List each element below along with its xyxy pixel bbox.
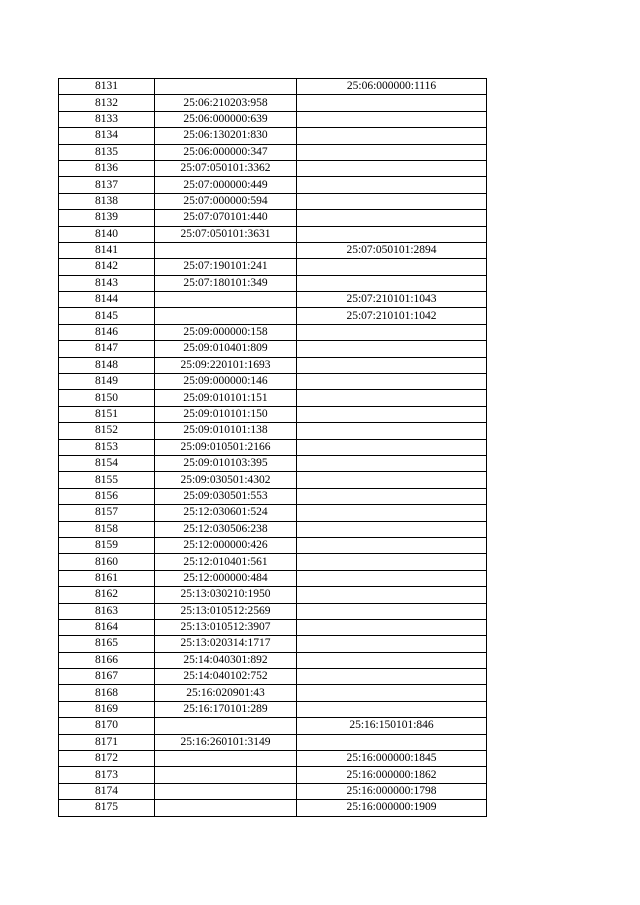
row-number-cell: 8161 <box>59 570 155 586</box>
table-row <box>59 800 487 816</box>
row-number-cell: 8138 <box>59 193 155 209</box>
row-number-cell: 8173 <box>59 767 155 783</box>
row-number-cell: 8133 <box>59 111 155 127</box>
table-row <box>59 751 487 767</box>
cadastral-number-cell: 25:13:010512:2569 <box>155 603 297 619</box>
cadastral-number-alt-cell: 25:07:210101:1043 <box>297 292 487 308</box>
table-row <box>59 455 487 471</box>
row-number-cell: 8136 <box>59 160 155 176</box>
table-row <box>59 111 487 127</box>
table-row <box>59 79 487 95</box>
row-number-cell: 8168 <box>59 685 155 701</box>
row-number-cell: 8163 <box>59 603 155 619</box>
row-number-cell: 8175 <box>59 800 155 816</box>
cadastral-number-alt-cell <box>297 144 487 160</box>
cadastral-number-alt-cell <box>297 111 487 127</box>
table-row <box>59 521 487 537</box>
cadastral-number-alt-cell <box>297 636 487 652</box>
table-row <box>59 275 487 291</box>
cadastral-number-cell: 25:09:010101:150 <box>155 406 297 422</box>
cadastral-number-cell: 25:06:000000:347 <box>155 144 297 160</box>
row-number-cell: 8150 <box>59 390 155 406</box>
row-number-cell: 8145 <box>59 308 155 324</box>
row-number-cell: 8160 <box>59 554 155 570</box>
table-row <box>59 570 487 586</box>
table-row <box>59 472 487 488</box>
table-row <box>59 193 487 209</box>
cadastral-number-alt-cell <box>297 488 487 504</box>
row-number-cell: 8153 <box>59 439 155 455</box>
table-row <box>59 308 487 324</box>
cadastral-number-alt-cell <box>297 537 487 553</box>
table-row <box>59 210 487 226</box>
cadastral-number-cell: 25:07:050101:3362 <box>155 160 297 176</box>
table-row <box>59 341 487 357</box>
row-number-cell: 8157 <box>59 505 155 521</box>
row-number-cell: 8164 <box>59 619 155 635</box>
cadastral-number-alt-cell <box>297 177 487 193</box>
table-row <box>59 242 487 258</box>
cadastral-number-alt-cell <box>297 210 487 226</box>
cadastral-number-alt-cell <box>297 619 487 635</box>
cadastral-number-cell: 25:09:010101:138 <box>155 423 297 439</box>
row-number-cell: 8169 <box>59 701 155 717</box>
row-number-cell: 8166 <box>59 652 155 668</box>
cadastral-number-cell: 25:06:210203:958 <box>155 95 297 111</box>
table-row <box>59 603 487 619</box>
table-row <box>59 652 487 668</box>
cadastral-number-alt-cell <box>297 95 487 111</box>
table-row <box>59 783 487 799</box>
cadastral-number-alt-cell <box>297 128 487 144</box>
row-number-cell: 8167 <box>59 669 155 685</box>
cadastral-number-alt-cell <box>297 521 487 537</box>
cadastral-number-cell: 25:07:190101:241 <box>155 259 297 275</box>
row-number-cell: 8148 <box>59 357 155 373</box>
row-number-cell: 8144 <box>59 292 155 308</box>
cadastral-number-alt-cell <box>297 275 487 291</box>
row-number-cell: 8152 <box>59 423 155 439</box>
cadastral-number-cell <box>155 767 297 783</box>
row-number-cell: 8140 <box>59 226 155 242</box>
table-row <box>59 95 487 111</box>
cadastral-number-cell <box>155 79 297 95</box>
cadastral-number-cell <box>155 800 297 816</box>
row-number-cell: 8156 <box>59 488 155 504</box>
cadastral-number-alt-cell: 25:16:000000:1798 <box>297 783 487 799</box>
cadastral-number-alt-cell <box>297 374 487 390</box>
table-row <box>59 144 487 160</box>
table-row <box>59 406 487 422</box>
row-number-cell: 8149 <box>59 374 155 390</box>
table-row <box>59 734 487 750</box>
cadastral-number-cell: 25:07:070101:440 <box>155 210 297 226</box>
cadastral-number-cell: 25:09:000000:158 <box>155 324 297 340</box>
cadastral-number-alt-cell <box>297 603 487 619</box>
row-number-cell: 8142 <box>59 259 155 275</box>
cadastral-number-alt-cell: 25:16:000000:1862 <box>297 767 487 783</box>
cadastral-number-alt-cell: 25:16:000000:1909 <box>297 800 487 816</box>
cadastral-number-cell: 25:09:220101:1693 <box>155 357 297 373</box>
table-row <box>59 177 487 193</box>
cadastral-number-cell: 25:07:000000:449 <box>155 177 297 193</box>
cadastral-number-cell: 25:12:030601:524 <box>155 505 297 521</box>
row-number-cell: 8146 <box>59 324 155 340</box>
cadastral-number-alt-cell: 25:06:000000:1116 <box>297 79 487 95</box>
cadastral-number-cell <box>155 783 297 799</box>
cadastral-number-cell: 25:07:000000:594 <box>155 193 297 209</box>
cadastral-number-cell: 25:14:040301:892 <box>155 652 297 668</box>
table-row <box>59 685 487 701</box>
table-row <box>59 636 487 652</box>
cadastral-number-alt-cell: 25:16:000000:1845 <box>297 751 487 767</box>
table-row <box>59 619 487 635</box>
table-row <box>59 226 487 242</box>
cadastral-number-cell: 25:14:040102:752 <box>155 669 297 685</box>
table-row <box>59 390 487 406</box>
row-number-cell: 8147 <box>59 341 155 357</box>
row-number-cell: 8155 <box>59 472 155 488</box>
table-row <box>59 160 487 176</box>
table-row <box>59 505 487 521</box>
cadastral-number-alt-cell <box>297 259 487 275</box>
row-number-cell: 8162 <box>59 587 155 603</box>
cadastral-number-cell: 25:16:170101:289 <box>155 701 297 717</box>
row-number-cell: 8159 <box>59 537 155 553</box>
cadastral-number-alt-cell <box>297 570 487 586</box>
cadastral-number-alt-cell <box>297 406 487 422</box>
cadastral-number-cell: 25:09:010401:809 <box>155 341 297 357</box>
cadastral-number-alt-cell: 25:16:150101:846 <box>297 718 487 734</box>
row-number-cell: 8158 <box>59 521 155 537</box>
cadastral-number-cell: 25:09:000000:146 <box>155 374 297 390</box>
cadastral-number-cell: 25:16:260101:3149 <box>155 734 297 750</box>
table-row <box>59 767 487 783</box>
cadastral-number-cell: 25:13:010512:3907 <box>155 619 297 635</box>
cadastral-number-alt-cell <box>297 439 487 455</box>
row-number-cell: 8134 <box>59 128 155 144</box>
cadastral-number-cell <box>155 751 297 767</box>
row-number-cell: 8143 <box>59 275 155 291</box>
cadastral-number-cell: 25:12:010401:561 <box>155 554 297 570</box>
table-row <box>59 488 487 504</box>
row-number-cell: 8151 <box>59 406 155 422</box>
table-row <box>59 554 487 570</box>
cadastral-number-alt-cell <box>297 226 487 242</box>
cadastral-number-alt-cell <box>297 685 487 701</box>
table-row <box>59 292 487 308</box>
cadastral-number-cell: 25:12:000000:484 <box>155 570 297 586</box>
row-number-cell: 8131 <box>59 79 155 95</box>
cadastral-number-alt-cell: 25:07:050101:2894 <box>297 242 487 258</box>
cadastral-number-cell: 25:07:050101:3631 <box>155 226 297 242</box>
row-number-cell: 8172 <box>59 751 155 767</box>
row-number-cell: 8174 <box>59 783 155 799</box>
row-number-cell: 8170 <box>59 718 155 734</box>
cadastral-number-alt-cell: 25:07:210101:1042 <box>297 308 487 324</box>
table-row <box>59 669 487 685</box>
cadastral-number-cell: 25:12:030506:238 <box>155 521 297 537</box>
row-number-cell: 8165 <box>59 636 155 652</box>
cadastral-number-cell <box>155 308 297 324</box>
table-row <box>59 423 487 439</box>
cadastral-number-cell: 25:06:000000:639 <box>155 111 297 127</box>
row-number-cell: 8132 <box>59 95 155 111</box>
cadastral-number-alt-cell <box>297 701 487 717</box>
cadastral-number-alt-cell <box>297 193 487 209</box>
cadastral-number-cell: 25:07:180101:349 <box>155 275 297 291</box>
row-number-cell: 8137 <box>59 177 155 193</box>
cadastral-number-cell <box>155 718 297 734</box>
cadastral-number-table <box>58 78 487 817</box>
table-row <box>59 259 487 275</box>
cadastral-number-alt-cell <box>297 669 487 685</box>
table-row <box>59 374 487 390</box>
cadastral-number-cell: 25:09:010501:2166 <box>155 439 297 455</box>
cadastral-number-alt-cell <box>297 341 487 357</box>
cadastral-number-alt-cell <box>297 587 487 603</box>
cadastral-number-alt-cell <box>297 357 487 373</box>
table-row <box>59 537 487 553</box>
cadastral-number-alt-cell <box>297 455 487 471</box>
cadastral-number-alt-cell <box>297 734 487 750</box>
table-row <box>59 439 487 455</box>
cadastral-number-alt-cell <box>297 423 487 439</box>
cadastral-number-cell <box>155 242 297 258</box>
cadastral-number-cell: 25:06:130201:830 <box>155 128 297 144</box>
table-row <box>59 587 487 603</box>
cadastral-number-cell: 25:09:030501:4302 <box>155 472 297 488</box>
cadastral-number-cell: 25:16:020901:43 <box>155 685 297 701</box>
table-row <box>59 701 487 717</box>
cadastral-number-cell <box>155 292 297 308</box>
cadastral-number-alt-cell <box>297 505 487 521</box>
table-row <box>59 324 487 340</box>
row-number-cell: 8171 <box>59 734 155 750</box>
row-number-cell: 8139 <box>59 210 155 226</box>
cadastral-number-cell: 25:13:020314:1717 <box>155 636 297 652</box>
table-body <box>59 79 487 817</box>
cadastral-number-alt-cell <box>297 472 487 488</box>
table-row <box>59 718 487 734</box>
cadastral-number-cell: 25:13:030210:1950 <box>155 587 297 603</box>
cadastral-number-alt-cell <box>297 390 487 406</box>
row-number-cell: 8141 <box>59 242 155 258</box>
cadastral-number-cell: 25:09:030501:553 <box>155 488 297 504</box>
cadastral-number-cell: 25:09:010101:151 <box>155 390 297 406</box>
row-number-cell: 8135 <box>59 144 155 160</box>
cadastral-number-alt-cell <box>297 324 487 340</box>
table-row <box>59 128 487 144</box>
row-number-cell: 8154 <box>59 455 155 471</box>
cadastral-number-alt-cell <box>297 652 487 668</box>
cadastral-number-cell: 25:09:010103:395 <box>155 455 297 471</box>
cadastral-number-alt-cell <box>297 160 487 176</box>
cadastral-number-cell: 25:12:000000:426 <box>155 537 297 553</box>
cadastral-number-alt-cell <box>297 554 487 570</box>
table-row <box>59 357 487 373</box>
